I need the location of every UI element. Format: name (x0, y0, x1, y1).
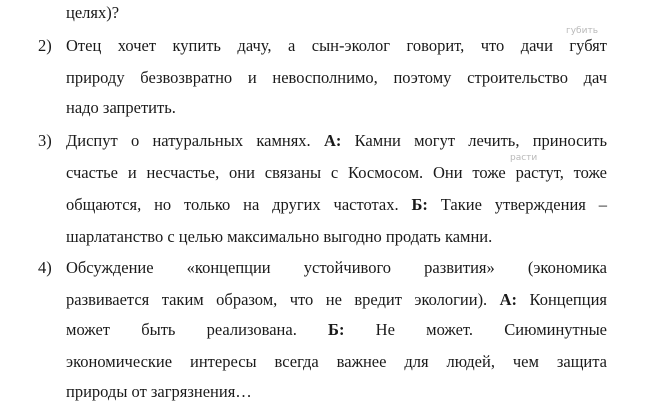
item-4-line-2-pre: развивается таким образом, что не вредит экологии). (66, 290, 500, 309)
item-3-number: 3) (38, 131, 52, 150)
item-2-number: 2) (38, 36, 52, 55)
item-3-line-3-post: Такие утверждения – (427, 195, 607, 214)
margin-note-rasti: расти (510, 153, 538, 163)
item-4-line-3-b: Не может. Сиюминутные (344, 320, 607, 339)
item-3-line-3-pre: общаются, но только на других частотах. (66, 195, 412, 214)
speaker-b-label: Б: (411, 195, 428, 214)
item-2-line-2: природу безвозвратно и невосполнимо, поэтому строительство дач (66, 68, 607, 87)
item-2-line-3: надо запретить. (66, 98, 176, 117)
item-4-number: 4) (38, 258, 52, 277)
item-4-line-2 (66, 290, 607, 310)
item-3-line-1-post: Камни могут лечить, приносить (341, 131, 607, 150)
item-4-line-4: экономические интересы всегда важнее для людей, чем защита (66, 352, 607, 371)
item-4-line-5: природы от загрязнения… (66, 382, 252, 401)
speaker-a-label: А: (323, 131, 342, 150)
margin-note-gubit: губить (566, 26, 599, 36)
item-4-line-2-post: Концепция (517, 290, 608, 309)
speaker-a-label-2: А: (499, 290, 518, 309)
item-2-line-1: Отец хочет купить дачу, а сын-эколог говорит, что дачи губят (66, 36, 607, 55)
speaker-b-label-2: Б: (328, 320, 345, 339)
item-3-line-4: шарлатанство с целью максимально выгодно продать камни. (66, 227, 493, 246)
item-3-line-2: счастье и несчастье, они связаны с Космосом. Они тоже растут, тоже (66, 163, 607, 182)
item-4-line-3-a: может быть реализована. (66, 320, 329, 339)
previous-item-fragment: целях)? (66, 3, 120, 22)
item-4-line-3 (66, 320, 607, 340)
item-3-line-1-pre: Диспут о натуральных камнях. (66, 131, 324, 150)
item-3-line-3 (66, 195, 607, 215)
item-4-line-1: Обсуждение «концепции устойчивого развития» (экономика (66, 258, 607, 277)
item-3-line-1 (66, 131, 607, 151)
